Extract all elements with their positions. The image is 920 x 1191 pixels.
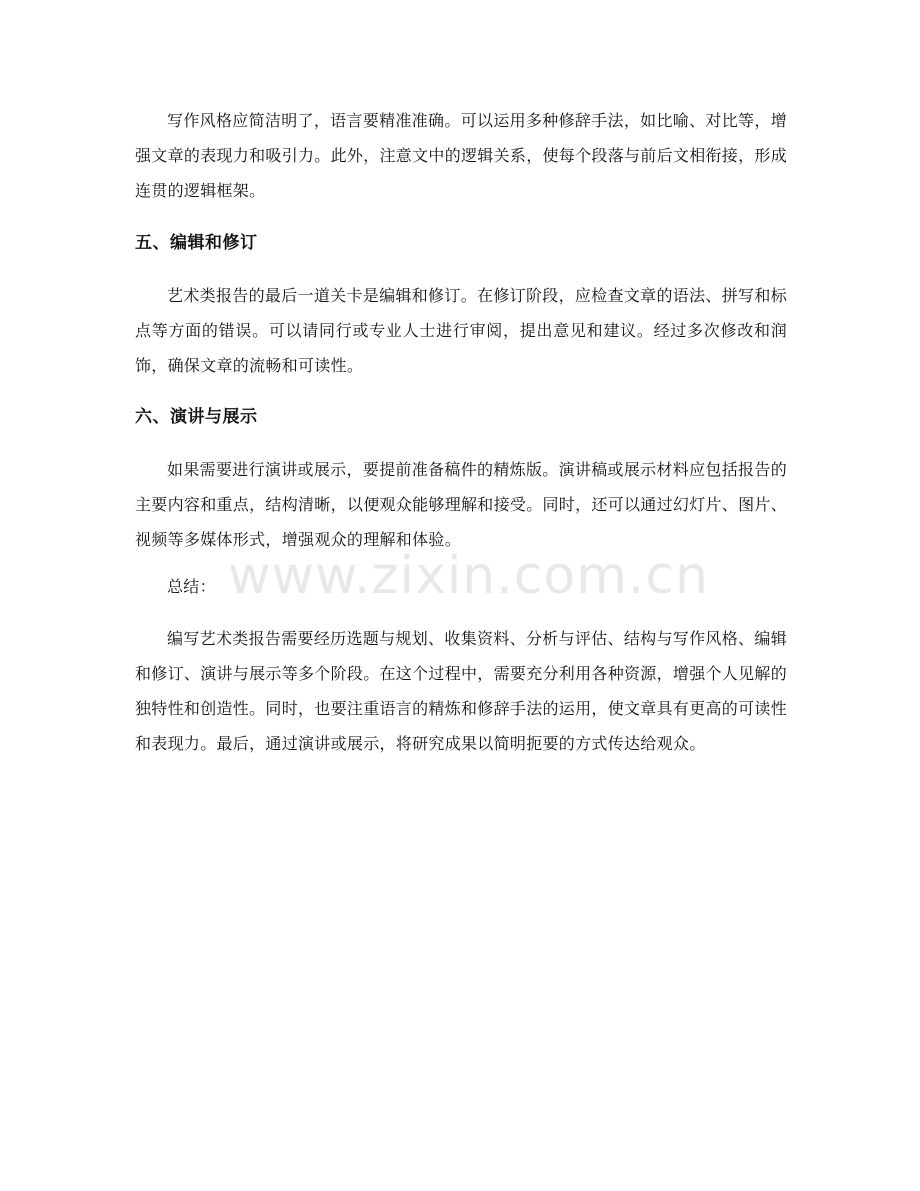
paragraph-presentation: 如果需要进行演讲或展示，要提前准备稿件的精炼版。演讲稿或展示材料应包括报告的主要内容和重点，结构清晰，以便观众能够理解和接受。同时，还可以通过幻灯片、图片、视频等多媒体形式，增强观众的理解和体验。 (135, 460, 788, 549)
summary-label: 总结： (167, 577, 216, 596)
paragraph-summary: 编写艺术类报告需要经历选题与规划、收集资料、分析与评估、结构与写作风格、编辑和修订、演讲与展示等多个阶段。在这个过程中，需要充分利用各种资源，增强个人见解的独特性和创造性。同时，也要注重语言的精炼和修辞手法的运用，使文章具有更高的可读性和表现力。最后，通过演讲或展示，将研究成果以简明扼要的方式传达给观众。 (135, 629, 788, 753)
paragraph-editing: 艺术类报告的最后一道关卡是编辑和修订。在修订阶段，应检查文章的语法、拼写和标点等方面的错误。可以请同行或专业人士进行审阅，提出意见和建议。经过多次修改和润饰，确保文章的流畅和可读性。 (135, 286, 787, 375)
paragraph-writing-style: 写作风格应简洁明了，语言要精准准确。可以运用多种修辞手法，如比喻、对比等，增强文章的表现力和吸引力。此外，注意文中的逻辑关系，使每个段落与前后文相衔接，形成连贯的逻辑框架。 (135, 111, 788, 200)
watermark: www.zixin.com.cn (228, 546, 709, 606)
heading-editing: 五、编辑和修订 (135, 233, 258, 253)
heading-presentation: 六、演讲与展示 (135, 407, 258, 427)
